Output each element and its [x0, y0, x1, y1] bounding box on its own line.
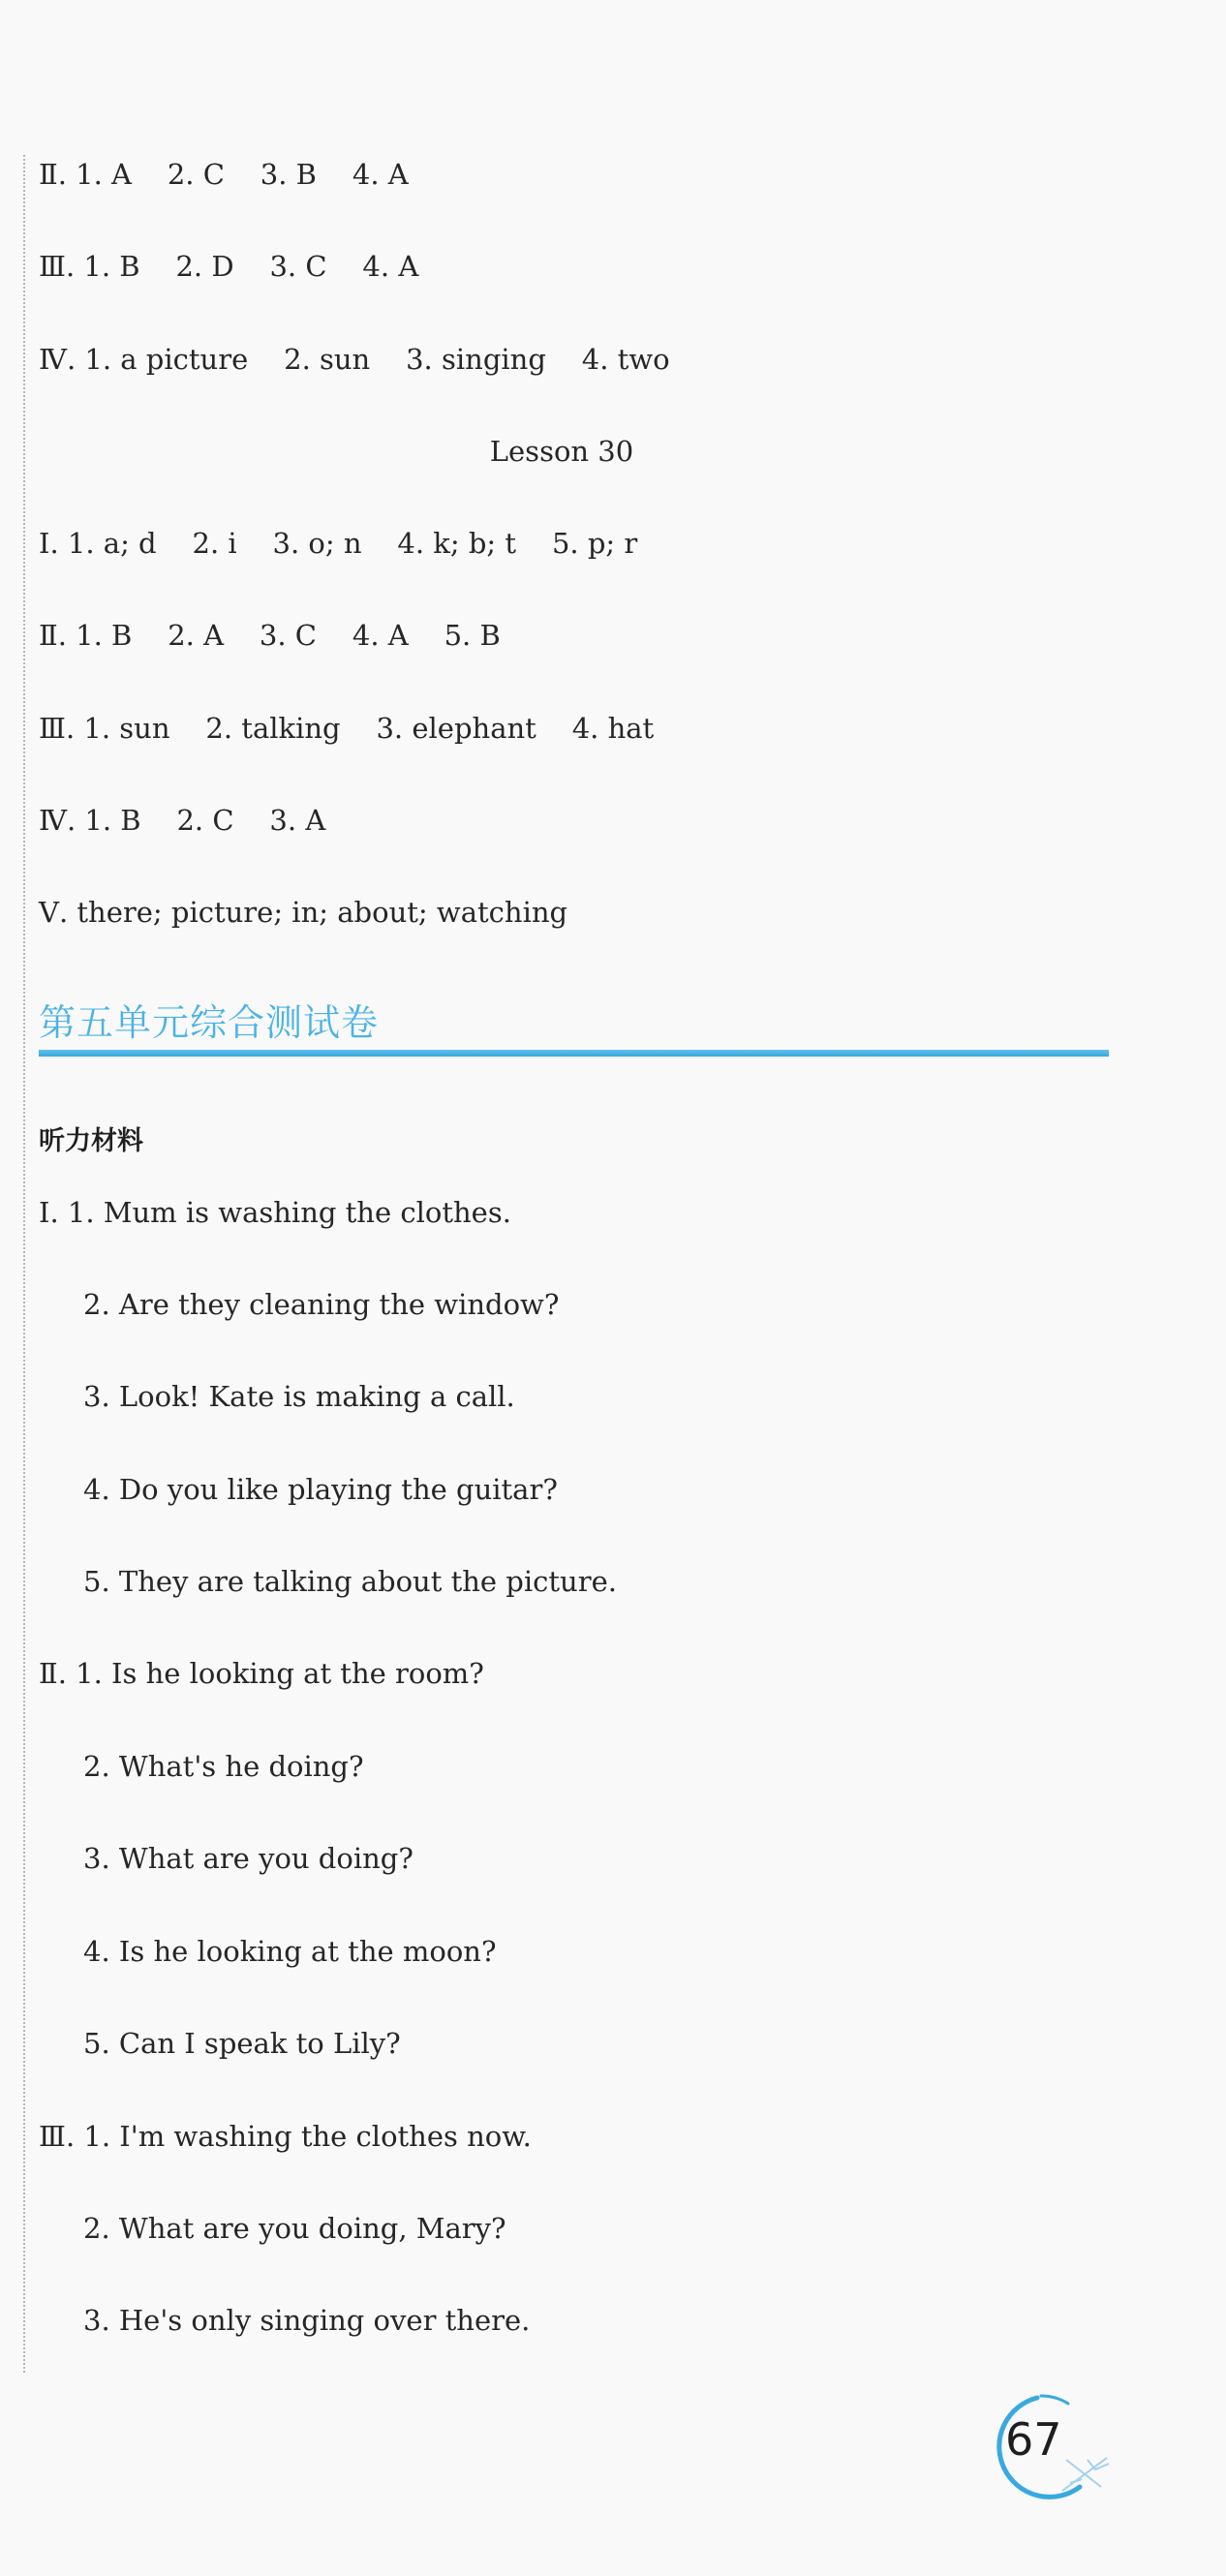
section-title: 第五单元综合测试卷: [39, 1001, 380, 1044]
lesson-heading: Lesson 30: [489, 435, 634, 468]
answer-line: Ⅱ. 1. A 2. C 3. B 4. A: [39, 158, 409, 191]
script-line: 3. What are you doing?: [83, 1842, 414, 1875]
script-line: 2. What are you doing, Mary?: [83, 2212, 506, 2245]
script-line: 2. What's he doing?: [83, 1750, 364, 1783]
script-line: Ⅰ. 1. Mum is washing the clothes.: [39, 1196, 511, 1229]
answer-line: Ⅲ. 1. B 2. D 3. C 4. A: [39, 250, 419, 283]
script-line: 4. Is he looking at the moon?: [83, 1935, 497, 1968]
script-line: Ⅱ. 1. Is he looking at the room?: [39, 1657, 484, 1690]
listening-label: 听力材料: [39, 1126, 143, 1156]
section-title-rule: [39, 1050, 1109, 1057]
answer-line: Ⅴ. there; picture; in; about; watching: [39, 896, 568, 929]
script-line: 4. Do you like playing the guitar?: [83, 1473, 558, 1506]
script-line: 2. Are they cleaning the window?: [83, 1288, 560, 1321]
script-line: 3. Look! Kate is making a call.: [83, 1380, 515, 1413]
page-number: 67: [1005, 2413, 1062, 2466]
script-line: 5. Can I speak to Lily?: [83, 2027, 401, 2060]
script-line: 3. He's only singing over there.: [83, 2304, 531, 2337]
answer-line: Ⅲ. 1. sun 2. talking 3. elephant 4. hat: [39, 712, 655, 745]
answer-line: Ⅳ. 1. a picture 2. sun 3. singing 4. two: [39, 343, 670, 376]
script-line: 5. They are talking about the picture.: [83, 1565, 617, 1598]
script-line: Ⅲ. 1. I'm washing the clothes now.: [39, 2120, 532, 2153]
binding-gutter-line: [23, 155, 25, 2373]
answer-line: Ⅱ. 1. B 2. A 3. C 4. A 5. B: [39, 619, 501, 652]
answer-line: Ⅰ. 1. a; d 2. i 3. o; n 4. k; b; t 5. p; r: [39, 527, 638, 560]
answer-line: Ⅳ. 1. B 2. C 3. A: [39, 804, 326, 837]
